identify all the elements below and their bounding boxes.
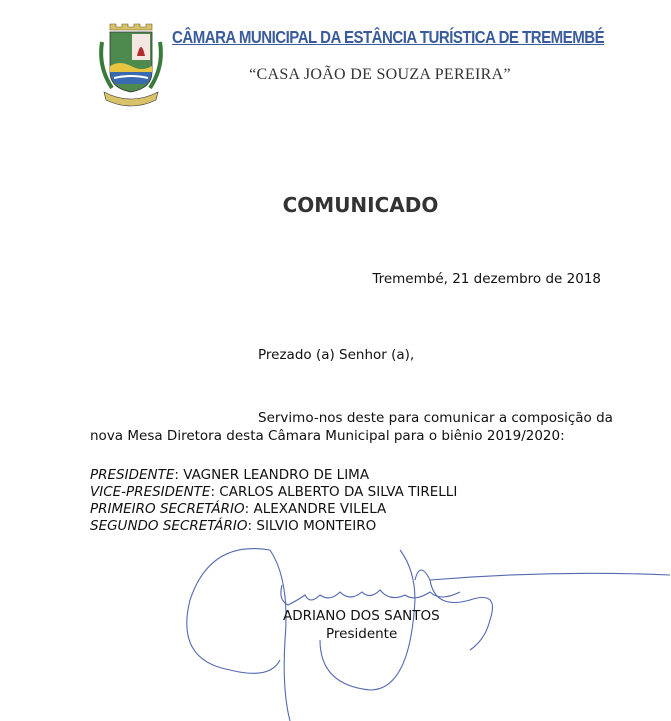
- member-role: SEGUNDO SECRETÁRIO: [90, 518, 248, 534]
- handwritten-signature: [170, 540, 670, 721]
- member-row: [90, 518, 376, 534]
- member-name: : CARLOS ALBERTO DA SILVA TIRELLI: [210, 484, 458, 500]
- body-line-1: Servimo-nos deste para comunicar a composição da: [258, 410, 613, 426]
- greeting: Prezado (a) Senhor (a),: [258, 347, 415, 363]
- signatory-role: Presidente: [326, 626, 398, 642]
- member-name: : SILVIO MONTEIRO: [247, 518, 377, 534]
- member-row: [90, 467, 369, 483]
- body-line-2: nova Mesa Diretora desta Câmara Municipal para o biênio 2019/2020:: [90, 428, 565, 444]
- institution-subtitle: “CASA JOÃO DE SOUZA PEREIRA”: [249, 66, 511, 83]
- signatory-name: ADRIANO DOS SANTOS: [283, 608, 440, 624]
- member-role: VICE-PRESIDENTE: [90, 484, 211, 500]
- member-role: PRIMEIRO SECRETÁRIO: [90, 501, 245, 517]
- member-name: : ALEXANDRE VILELA: [244, 501, 387, 517]
- member-name: : VAGNER LEANDRO DE LIMA: [174, 467, 370, 483]
- document-date: Tremembé, 21 dezembro de 2018: [372, 271, 601, 287]
- member-row: [90, 501, 386, 517]
- institution-title: CÂMARA MUNICIPAL DA ESTÂNCIA TURÍSTICA DE TREMEMBÉ: [172, 27, 605, 47]
- coat-of-arms-logo: [96, 22, 166, 110]
- member-role: PRESIDENTE: [90, 467, 175, 483]
- member-row: [90, 484, 457, 500]
- document-heading: COMUNICADO: [282, 193, 439, 217]
